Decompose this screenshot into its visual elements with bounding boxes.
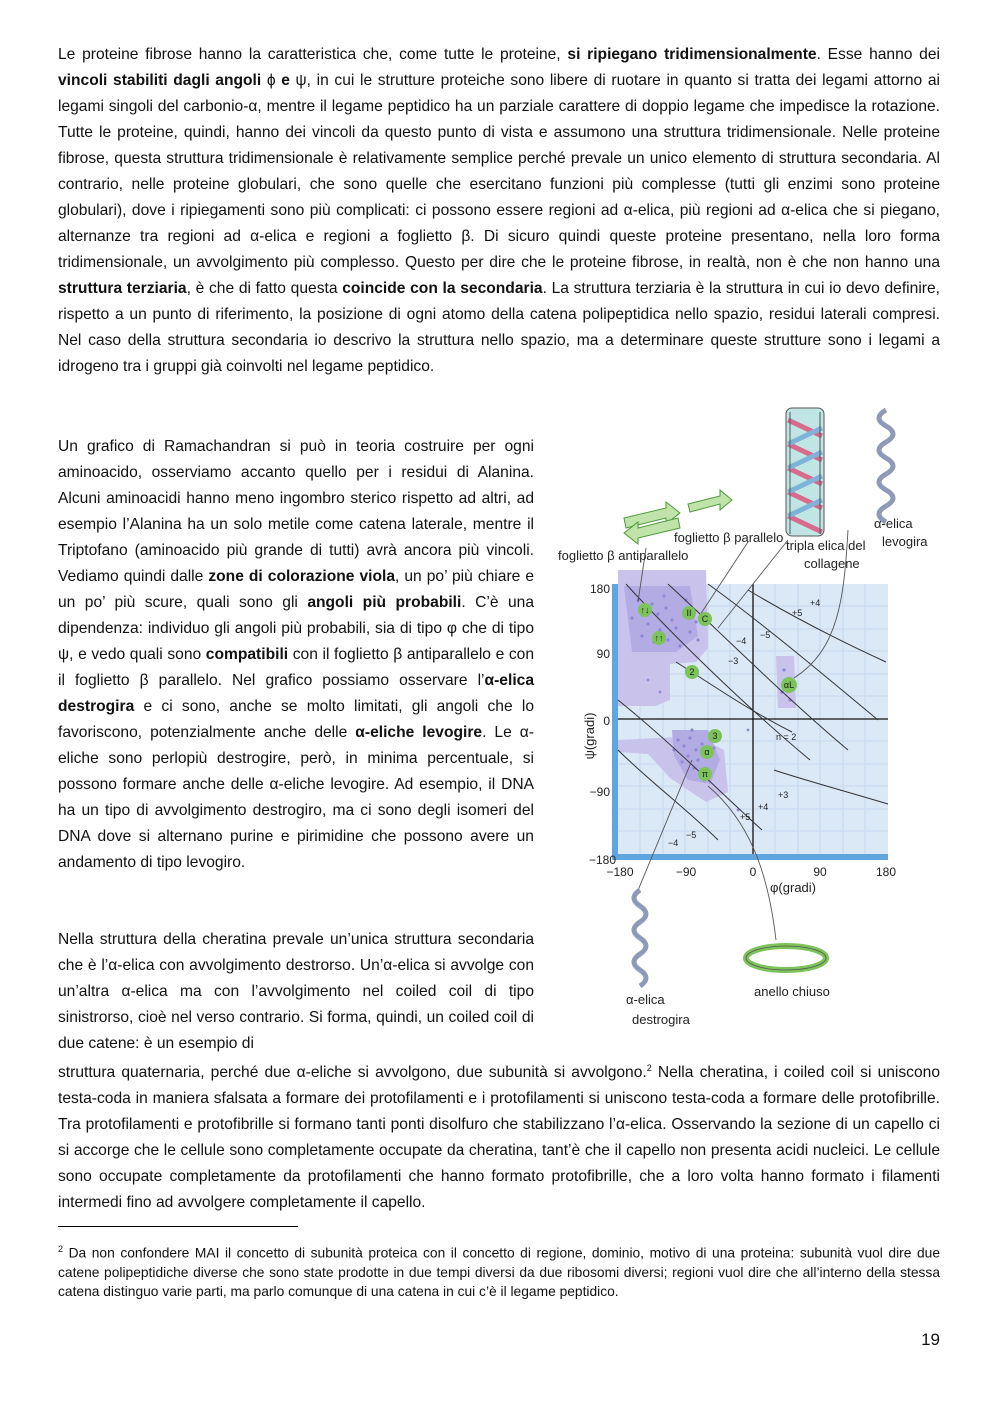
bold-text: angoli più probabili [307,594,462,611]
text: Nella cheratina, i coiled coil si uniscono testa-coda in maniera sfalsata a formare dei protofilamenti e i protofilamenti si uniscono testa-coda a formare delle protofibrille. Tra protofilamenti e protofibrille si formano tanti ponti disolfuro che stabilizzano l’α-elica. Osservando la sezione di un capello ci si accorge che le cellule sono completamente occupate da cheratina, tant’è che il capello non presenta acidi nucleici. Le cellule sono occupate completamente da protofilamenti che hanno formato protofibrille, che a loro volta hanno formato i filamenti intermedi fino ad avvolgere completamente il capello. [58,1064,940,1212]
n-label: +3 [778,790,789,800]
text: e ci sono, anche se molto limitati, gli angoli che lo favoriscono, potenzialmente anche delle [58,698,534,741]
footnote [58,1240,940,1301]
n-label: −3 [728,656,739,666]
text: con il foglietto β antiparallelo e con il foglietto β parallelo. Nel grafico possiamo osservare l’ [58,646,535,689]
n-label: −5 [760,630,771,640]
bold-text: si ripiegano tridimensionalmente [567,46,817,63]
text: . Esse hanno dei [816,46,940,63]
y-axis-bar [612,584,618,854]
mark-label: ↑↑ [654,633,664,643]
x-tick: −180 [606,865,634,879]
text: Le proteine fibrose hanno la caratteristica che, come tutte le proteine, [58,46,568,63]
left-handed-helix-icon [879,410,893,522]
label-collagen-line1: tripla elica del [786,538,866,553]
label-left-helix-line2: levogira [882,534,928,549]
y-tick: −90 [589,785,610,799]
y-tick: −180 [588,853,616,867]
n-label: +4 [758,802,769,812]
bold-text: α-elica destrogira [58,672,534,715]
mark-label: α [704,747,710,757]
x-tick: −90 [675,865,697,879]
bold-text: α-eliche levogire [355,724,483,741]
y-tick: 90 [596,647,610,661]
text: Un grafico di Ramachandran si può in teoria costruire per ogni aminoacido, osserviamo accanto quello per i residui di Alanina. Alcuni aminoacidi hanno meno ingombro sterico rispetto ad altri, ad esempio l’Alanina ha un solo metile come catena laterale, mentre il Triptofano (aminoacido più grande di tutti) avrà ancora più vincoli. Vediamo quindi dalle [58,438,534,585]
footnote-rule [58,1226,298,1227]
mark-label: C [701,614,709,624]
x-axis-label: φ(gradi) [770,880,816,895]
n-label: +4 [810,598,821,608]
label-left-helix-line1: α-elica [874,516,913,531]
label-parallel-sheet: foglietto β parallelo [674,530,784,545]
y-tick: 180 [589,582,610,596]
bold-text: struttura terziaria [58,280,187,297]
paragraph-keratin-full [58,1055,940,1216]
text: ψ, in cui le strutture proteiche sono libere di ruotare in quanto si tratta dei legami attorno ai legami singoli del carbonio-α, mentre il legame peptidico ha un parziale carattere di doppio legame che impedisce la rotazione. Tutte le proteine, quindi, hanno dei vincoli da questo punto di vista e assumono una struttura tridimensionale. Nelle proteine fibrose, questa struttura tridimensionale è relativamente semplice perché prevale un unico elemento di struttura secondaria. Al contrario, nelle proteine globulari, che sono quelle che esercitano funzioni più complesse (tutti gli enzimi sono proteine globulari), dove i ripiegamenti sono più complicati: ci possono essere regioni ad α-elica, più regioni ad α-elica che si piegano, alternanze tra regioni ad α-elica e regioni a foglietto β. Di sicuro quindi queste proteine presentano, nella loro forma tridimensionale, un avvolgimento più complesso. Questo per dire che le proteine fibrose, in realtà, non è che non hanno una [58,72,940,271]
footnote-mark: 2 [58,1244,64,1254]
paragraph-keratin-column: Nella struttura della cheratina prevale un’unica struttura secondaria che è l’α-elica con avvolgimento destrorso. Un’α-elica si avvolge con un’altra α-elica ma con l’avvolgimento nel coiled coil di tipo sinistrorso, cioè nel verso contrario. Si forma, quindi, un coiled coil di due catene: è un esempio di [58,931,534,1052]
mark-label: 2 [689,667,695,677]
x-tick: 0 [749,865,757,879]
page-number: 19 [921,1330,940,1349]
text: struttura quaternaria, perché due α-eliche si avvolgono, due subunità si avvolgono. [58,1064,647,1082]
label-antiparallel-sheet: foglietto β antiparallelo [558,548,689,563]
bold-text: coincide con la secondaria [342,280,543,297]
n-label: n = 2 [776,732,797,742]
x-axis-bar [612,854,888,860]
mark-label: II [686,608,692,618]
n-label: −4 [736,636,747,646]
collagen-triple-helix-icon [786,408,824,536]
label-closed-ring: anello chiuso [754,984,830,999]
paragraph-fibrous-proteins [58,42,940,380]
n-label: −4 [668,838,679,848]
bold-text: compatibili [205,646,289,663]
mark-label: ↑↓ [640,605,650,615]
label-right-helix-line1: α-elica [626,992,665,1007]
n-label: +5 [792,608,803,618]
right-handed-helix-icon [634,890,646,986]
y-tick: 0 [603,714,610,728]
text: , è che di fatto questa [186,280,343,297]
footnote-ref: 2 [646,1063,652,1073]
mark-label: π [701,769,709,779]
bold-text: zone di colorazione viola [208,568,395,585]
label-collagen-line2: collagene [804,556,860,571]
ramachandran-plot [548,400,944,1040]
x-tick: 90 [813,865,827,879]
x-tick: 180 [875,865,897,879]
y-axis-label: ψ(gradi) [582,712,597,760]
text: , un po’ più chiare e un po’ più scure, quali sono gli [58,568,535,611]
n-label: +5 [740,812,751,822]
x-tick-labels [606,865,896,879]
ramachandran-figure [548,400,944,1040]
mark-label: αL [783,680,795,690]
text: ϕ [261,72,282,89]
text: . Le α-eliche sono perlopiù destrogire, però, in minima percentuale, si possono formare anche delle α-eliche levogire. Ad esempio, il DNA ha un tipo di avvolgimento destrogiro, ma ci sono degli isomeri del DNA dove si alternano purine e pirimidine che possono avere un andamento di tipo levogiro. [58,724,534,871]
closed-ring-outline [746,946,826,970]
paragraph-ramachandran [58,434,534,876]
n-label: −5 [686,830,697,840]
mark-label: 3 [712,731,718,741]
bold-text: e [281,72,290,89]
bold-text: vincoli stabiliti dagli angoli [58,72,262,89]
footnote-text: Da non confondere MAI il concetto di subunità proteica con il concetto di regione, dominio, motivo di una proteina: subunità vuol dire due catene polipeptidiche diverse che sono state prodotte in due tempi diversi da due ribosomi diversi; regioni vuol dire che all’interno della stessa catena distinguo varie parti, ma parlo comunque di una catena in cui c’è il legame peptidico. [58,1245,940,1299]
text: . C’è una dipendenza: individuo gli angoli più probabili, sia di tipo φ che di tipo ψ, e vedo quali sono [58,594,534,663]
text: . La struttura terziaria è la struttura in cui io devo definire, rispetto a un punto di riferimento, la posizione di ogni atomo della catena polipeptidica nello spazio, residui laterali compresi. Nel caso della struttura secondaria io descrivo la struttura nello spazio, ma a determinare queste strutture sono i legami a idrogeno tra i gruppi già coinvolti nel legame peptidico. [58,280,940,375]
label-right-helix-line2: destrogira [632,1012,690,1027]
